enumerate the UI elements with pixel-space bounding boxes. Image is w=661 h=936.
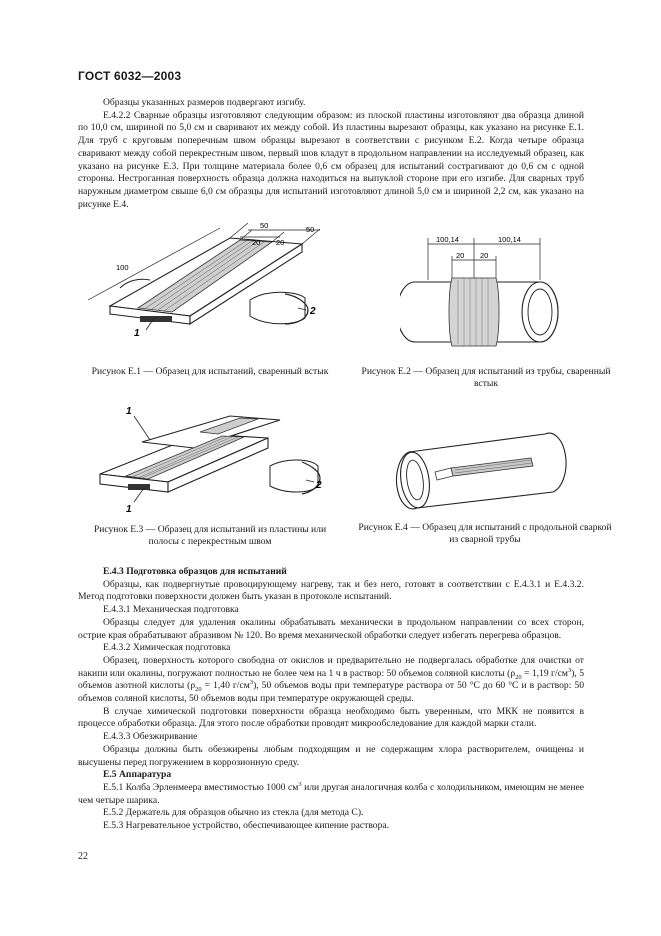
section-e431-paragraph: Образцы следует для удаления окалины обрабатывать механически в продольном направлении со всех сторон, острие края обрабатывают абразивом № 120. Во время механической обработки следует избегать перегрева образцов. — [78, 616, 584, 641]
intro-text — [78, 97, 584, 211]
intro-paragraph-1: Образцы указанных размеров подвергают изгибу. — [103, 97, 306, 108]
document-header: ГОСТ 6032—2003 — [78, 69, 182, 83]
figure-e3-label-2: 2 — [316, 480, 322, 491]
figure-e2-dim-100-14a: 100,14 — [436, 235, 459, 244]
figure-e2-dim-20b: 20 — [480, 251, 489, 260]
figure-e1-dim-50b: 50 — [306, 225, 315, 234]
section-e5-heading: Е.5 Аппаратура — [103, 769, 172, 781]
section-e43-paragraph: Образцы, как подвергнутые провоцирующему нагреву, так и без него, готовят в соответствии с Е.4.3.1 и Е.4.3.2. Метод подготовки поверхности должен быть указан в протоколе испытаний. — [78, 578, 584, 603]
section-e433-paragraph: Образцы должны быть обезжирены любым подходящим и не содержащим хлора растворителем, очищены и высушены перед погружением в коррозионную среду. — [78, 743, 584, 768]
section-e433-heading: Е.4.3.3 Обезжиривание — [103, 731, 198, 743]
figure-e2-dim-100-14b: 100,14 — [498, 235, 521, 244]
section-e432-paragraph: Образец, поверхность которого свободна от окислов и предварительно не подвергалась обработке для очистки от накипи или окалины, погружают полностью не более чем на 1 ч в раствор: 50 объемов соляной кислоты ($\rho_{20} = 1,19$ $г/см^3$), 5 объемов азотной кислоты ($\rho_{20} = 1,40$ $г/см^3$), 50 объемов воды при температуре раствора от 50 °С до 60 °С и в раствор: 50 объемов соляной кислоты, 50 объемов воды при температуре окружающей среды. — [78, 654, 585, 705]
figure-e2-drawing — [400, 230, 570, 360]
figure-e2-caption: Рисунок Е.2 — Образец для испытаний из трубы, сваренный встык — [361, 366, 611, 390]
section-e432-heading: Е.4.3.2 Химическая подготовка — [103, 642, 231, 654]
figure-e1-label-2: 2 — [310, 306, 316, 317]
figure-e2-weld — [449, 278, 499, 346]
figure-e1-dim-100: 100 — [116, 263, 129, 272]
section-e43 — [78, 566, 584, 833]
figure-e3-drawing — [90, 402, 330, 522]
section-e51-paragraph: Е.5.1 Колба Эрленмеера вместимостью 1000 $см^3$ или другая аналогичная колба с холодильником, имеющим не менее чем четыре шарика. — [78, 780, 584, 806]
figure-e4-drawing — [395, 430, 575, 510]
section-e431-heading: Е.4.3.1 Механическая подготовка — [103, 604, 239, 616]
figure-e1-dim-20b: 20 — [276, 238, 285, 247]
figure-e3-caption: Рисунок Е.3 — Образец для испытаний из пластины или полосы с перекрестным швом — [93, 524, 327, 548]
figure-e1-label-1: 1 — [134, 328, 140, 339]
figure-e3-label-1a: 1 — [126, 406, 132, 417]
intro-paragraph-2: Е.4.2.2 Сварные образцы изготовляют следующим образом: из плоской пластины изготовляют два образца длиной по 10,0 см, шириной по 5,0 см и сваривают их между собой. Из пластины вырезают образцы, как указано на рисунке Е.1. Для труб с круговым поперечным швом образцы вырезают в соответствии с рисунком Е.2. Когда четыре образца сваривают между собой перекрестным швом, первый шов кладут в продольном направлении на исследуемый образец, как указано на рисунке Е.3. При толщине материала более 0,6 см образец для испытаний сострагивают до 0,6 см с одной стороны. Нестроганная поверхность образца должна находиться на выпуклой стороне при его изгибе. Для сварных труб наружным диаметром свыше 6,0 см образцы для испытаний изготовляют длиной 5,0 см и шириной 2,2 см, как указано на рисунке Е.4. — [78, 109, 584, 210]
figure-e3-label-1b: 1 — [126, 504, 132, 515]
figure-e2-dim-20a: 20 — [456, 251, 465, 260]
section-e43-heading: Е.4.3 Подготовка образцов для испытаний — [103, 566, 287, 577]
figure-e4-caption: Рисунок Е.4 — Образец для испытаний с продольной сваркой из сварной трубы — [358, 522, 612, 546]
figure-e1-dim-20a: 20 — [252, 238, 261, 247]
section-e52-paragraph: Е.5.2 Держатель для образцов обычно из стекла (для метода С). — [103, 807, 364, 819]
section-e432-paragraph-2: В случае химической подготовки поверхности образца необходимо быть уверенным, что МКК не появится в процессе обработки образца. Для этого после обработки проводят микрообследование для каждой марки стали. — [78, 705, 584, 730]
section-e53-paragraph: Е.5.3 Нагревательное устройство, обеспечивающее кипение раствора. — [103, 820, 390, 832]
figure-e1-drawing — [80, 218, 340, 348]
figure-e1-dim-50a: 50 — [260, 221, 269, 230]
page-number: 22 — [78, 851, 88, 862]
figure-e1-section — [140, 316, 172, 322]
figure-e1-caption: Рисунок Е.1 — Образец для испытаний, сваренный встык — [91, 366, 329, 377]
figure-e1-support — [250, 292, 305, 324]
